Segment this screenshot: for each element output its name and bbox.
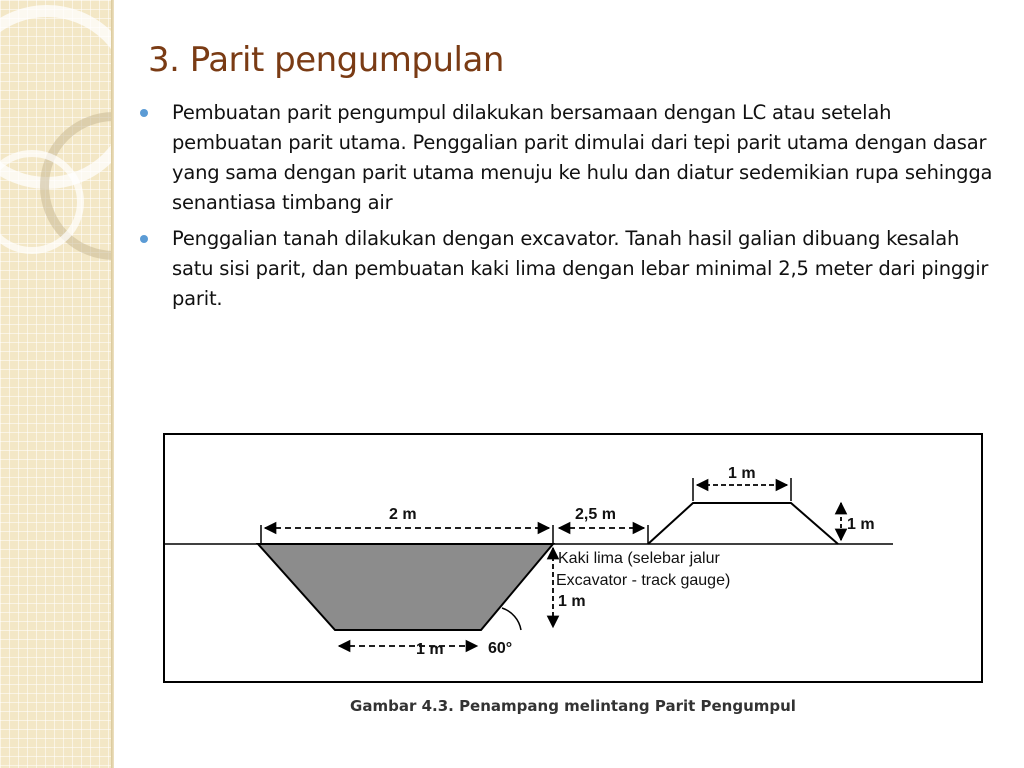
bullet-item	[140, 224, 1000, 314]
bullet-list	[140, 98, 1000, 320]
label-spoil-top-width: 1 m	[728, 465, 756, 482]
bullet-marker	[140, 235, 148, 243]
slide-title: 3. Parit pengumpulan	[148, 40, 504, 80]
bullet-text: Penggalian tanah dilakukan dengan excavator. Tanah hasil galian dibuang kesalah satu sisi parit, dan pembuatan kaki lima dengan lebar minimal 2,5 meter dari pinggir parit.	[172, 227, 989, 310]
bullet-item	[140, 98, 1000, 218]
label-top-width: 2 m	[389, 506, 417, 523]
label-berm-note: Excavator - track gauge)	[556, 572, 731, 589]
bullet-marker	[140, 109, 148, 117]
label-depth: 1 m	[558, 593, 586, 610]
label-berm-width: 2,5 m	[575, 506, 616, 523]
trench-diagram	[163, 433, 983, 683]
sidebar-edge	[111, 0, 114, 768]
decorative-sidebar	[0, 0, 113, 768]
label-berm-note: Kaki lima (selebar jalur	[558, 550, 720, 567]
label-angle: 60°	[488, 640, 513, 657]
figure-caption: Gambar 4.3. Penampang melintang Parit Pengumpul	[350, 697, 796, 715]
bullet-text: Pembuatan parit pengumpul dilakukan bersamaan dengan LC atau setelah pembuatan parit utama. Penggalian parit dimulai dari tepi parit utama dengan dasar yang sama dengan parit utama menuju ke hulu dan diatur sedemikian rupa sehingga senantiasa timbang air	[172, 101, 993, 214]
label-spoil-height: 1 m	[847, 516, 875, 533]
trench-cross-section-figure	[163, 433, 983, 683]
label-bottom-width: 1 m	[416, 641, 444, 658]
